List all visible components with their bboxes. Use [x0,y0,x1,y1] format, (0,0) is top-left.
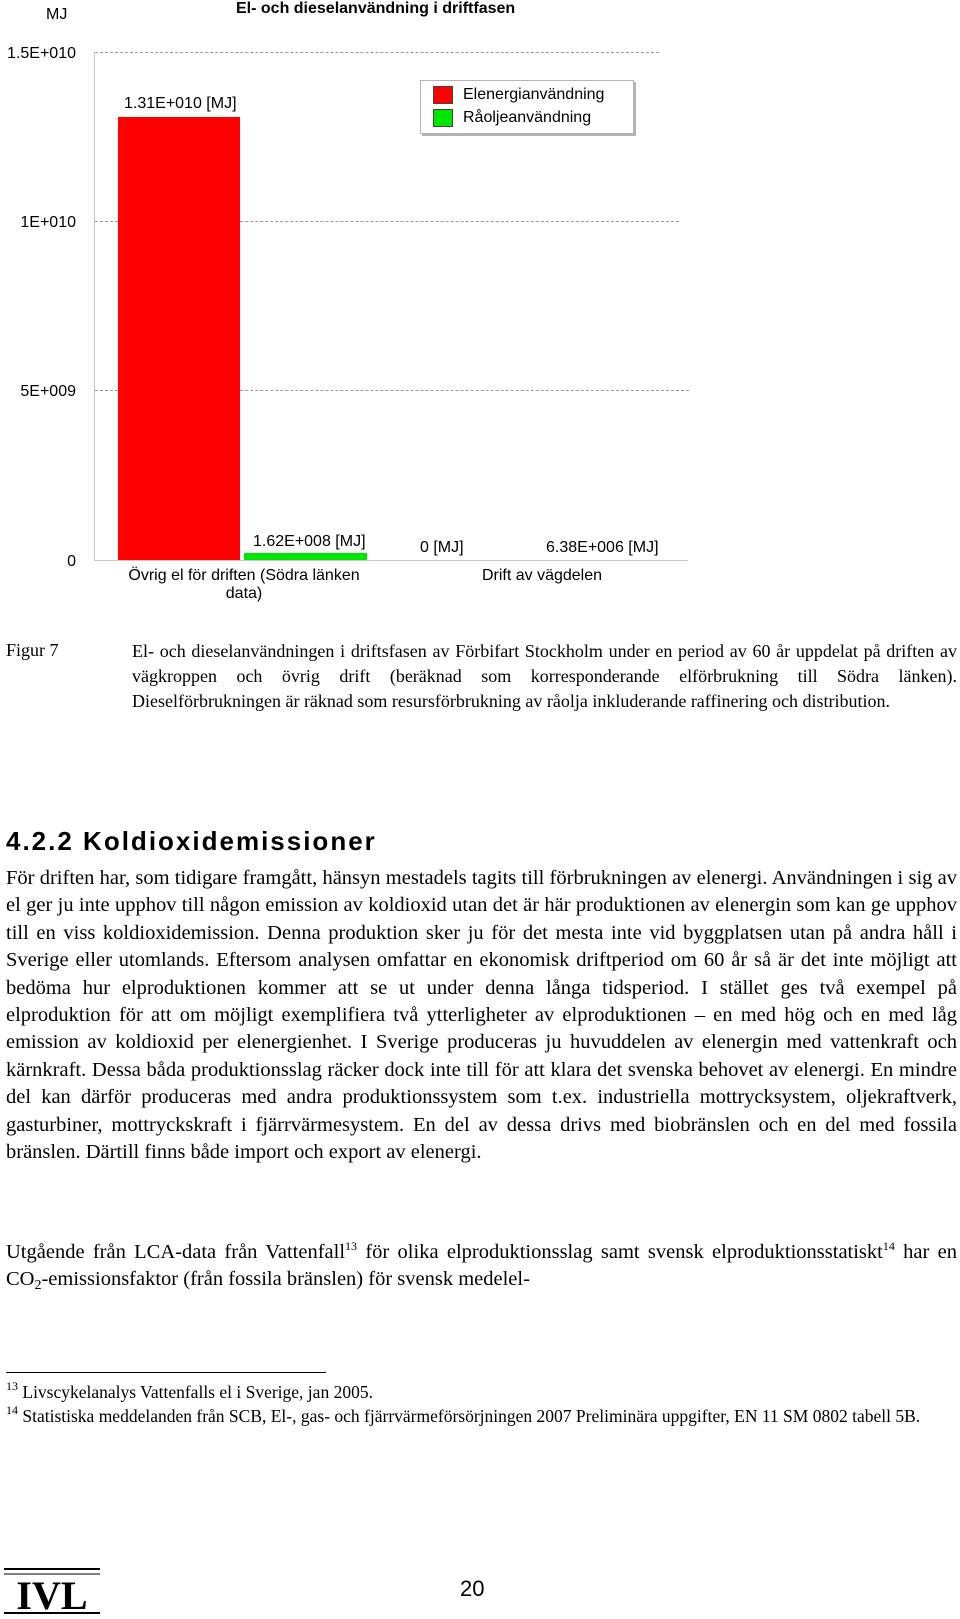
bar-raolja-ovrig [244,553,367,560]
legend-swatch-red [433,86,453,104]
bar-value-label: 6.38E+006 [MJ] [546,539,659,556]
x-axis-line [94,560,688,561]
x-category-label: Övrig el för driften (Södra länken data) [128,567,360,602]
y-axis-unit: MJ [46,6,68,23]
paragraph-text: Utgående från LCA-data från Vattenfall [6,1241,346,1263]
y-axis-line [94,52,95,560]
body-paragraph: För driften har, som tidigare framgått, hänsyn mestadels tagits till förbrukningen av elenergi. Användningen i sig av el ger ju inte upphov till någon emission av koldioxid utan det är här produktionen av elenergin som kan ge upphov till en viss koldioxidemission. Denna produktion sker ju för det mesta inte vid byggplatsen utan på andra håll i Sverige eller utomlands. Eftersom analysen omfattar en ekonomisk driftperiod om 60 år så är det inte möjligt att bedöma hur elproduktionen kommer att se ut under denna långa tidsperiod. I stället ges två exempel på elproduktion för att om möjligt exemplifiera två ytterligheter av elproduktionen – en med hög och en med låg emission av koldioxid per elenergienhet. I Sverige produceras ju huvuddelen av elenergin med vattenkraft och kärnkraft. Dessa båda produktionsslag räcker dock inte till för att klara det svenska behovet av elenergi. En mindre del kan därför produceras med andra produktionssystem som t.ex. industriella mottrycksystem, oljekraftverk, gasturbiner, mottryckskraft i fjärrvärmesystem. En del av dessa drivs med biobränslen och en del med fossila bränslen. Därtill finns både import och export av elenergi. [6,867,957,1164]
bar-chart [0,0,960,630]
footnote-text: Statistiska meddelanden från SCB, El-, gas- och fjärrvärmeförsörjningen 2007 Preliminära uppgifter, EN 11 SM 0802 tabell 5B. [18,1406,921,1426]
legend-swatch-green [433,109,453,127]
paragraph-text: -emissionsfaktor (från fossila bränslen) för svensk medelel- [41,1268,530,1291]
bar-elenergi-ovrig [118,117,240,560]
footnote-ref: 14 [882,1239,895,1253]
body-paragraph [6,1239,957,1294]
page-number: 20 [460,1576,485,1601]
bar-value-label: 1.62E+008 [MJ] [253,533,366,550]
y-tick-label: 0 [67,553,76,570]
legend-entry [433,84,604,106]
logo-text: IVL [16,1573,88,1616]
x-category-label: Drift av vägdelen [481,567,603,584]
chart-title: El- och dieselanvändning i driftfasen [236,0,516,17]
figure-label: Figur 7 [6,640,59,660]
subscript: 2 [34,1278,42,1294]
gridline [95,52,659,53]
legend-label: Elenergianvändning [463,86,605,103]
bar-value-label: 0 [MJ] [420,539,464,556]
footnote-number: 14 [6,1403,18,1417]
paragraph-text: för olika elproduktionsslag samt svensk elproduktionsstatiskt [357,1241,883,1263]
legend-entry [433,107,591,129]
ivl-logo [4,1566,100,1616]
footnote-number: 13 [6,1379,18,1393]
paragraph-text: har en CO [6,1241,957,1291]
footnote-divider [6,1372,326,1373]
legend-label: Råoljeanvändning [463,109,592,126]
footnote [6,1380,957,1405]
footnote-ref: 13 [345,1239,358,1253]
section-heading: 4.2.2 Koldioxidemissioner [6,826,377,856]
footnote-text: Livscykelanalys Vattenfalls el i Sverige, jan 2005. [18,1382,373,1402]
footnote [6,1404,957,1429]
chart-legend [420,80,634,134]
figure-caption: El- och dieselanvändningen i driftsfasen av Förbifart Stockholm under en period av 60 år uppdelat på driften av vägkroppen och övrig drift (beräknad som korresponderande elförbrukning till Södra länken). Dieselförbrukningen är räknad som resursförbrukning av råolja inkluderande raffinering och distribution. [132,641,957,711]
bar-value-label: 1.31E+010 [MJ] [124,95,237,112]
y-tick-label: 5E+009 [20,383,76,400]
y-tick-label: 1.5E+010 [7,45,76,62]
y-tick-label: 1E+010 [20,214,76,231]
